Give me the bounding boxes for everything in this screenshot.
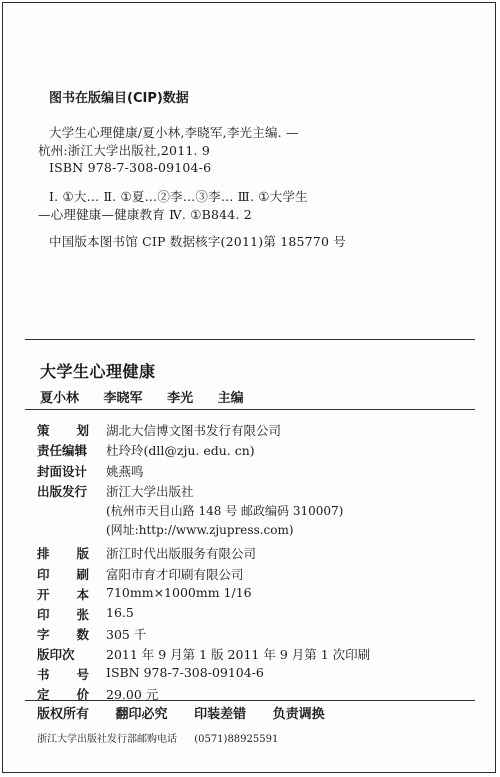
detail-value: 305 千 xyxy=(106,627,147,642)
contact-label: 浙江大学出版社发行部邮购电话 xyxy=(37,734,177,745)
detail-value: 富阳市育才印刷有限公司 xyxy=(106,567,244,582)
cip-line: 杭州:浙江大学出版社,2011. 9 xyxy=(38,143,210,158)
detail-value: ISBN 978-7-308-09104-6 xyxy=(106,665,264,680)
detail-label: 开 本 xyxy=(37,587,89,602)
book-title: 大学生心理健康 xyxy=(40,362,156,381)
detail-value: 710mm×1000mm 1/16 xyxy=(106,585,252,600)
cip-heading: 图书在版编目(CIP)数据 xyxy=(49,91,189,106)
notice-item: 版权所有 xyxy=(37,707,90,722)
contact-phone: (0571)88925591 xyxy=(194,734,279,745)
section-divider xyxy=(25,700,475,701)
detail-label: 出版发行 xyxy=(37,484,88,499)
author-name: 李晓军 xyxy=(103,391,143,406)
detail-label: 印 张 xyxy=(37,607,89,622)
copyright-page xyxy=(2,2,496,773)
detail-value: 浙江大学出版社 xyxy=(106,484,194,499)
cip-line: 大学生心理健康/夏小林,李晓军,李光主编. — xyxy=(49,125,299,140)
detail-value: 湖北大信博文图书发行有限公司 xyxy=(106,423,282,438)
detail-label: 字 数 xyxy=(37,627,89,642)
section-divider xyxy=(25,339,475,340)
notice-item: 负责调换 xyxy=(272,707,325,722)
detail-label: 策 划 xyxy=(37,423,89,438)
author-name: 夏小林 xyxy=(40,391,80,406)
cip-classification-line: —心理健康—健康教育 Ⅳ. ①B844. 2 xyxy=(38,207,252,222)
publisher-address: (杭州市天目山路 148 号 邮政编码 310007) xyxy=(106,504,344,518)
detail-label: 排 版 xyxy=(37,546,89,561)
notice-item: 翻印必究 xyxy=(115,707,168,722)
section-divider xyxy=(25,409,475,410)
detail-label: 责任编辑 xyxy=(37,443,88,458)
detail-label: 封面设计 xyxy=(37,464,88,479)
order-contact xyxy=(37,730,278,745)
notice-item: 印装差错 xyxy=(194,707,247,722)
author-name: 李光 xyxy=(167,391,194,406)
detail-value: 29.00 元 xyxy=(106,687,159,702)
cip-library-note: 中国版本图书馆 CIP 数据核字(2011)第 185770 号 xyxy=(49,234,346,249)
detail-value: 16.5 xyxy=(106,605,134,620)
detail-value: 姚燕鸣 xyxy=(106,464,144,479)
publisher-website: (网址:http://www.zjupress.com) xyxy=(106,523,294,537)
book-authors xyxy=(40,387,264,406)
detail-value: 杜玲玲(dll@zju. edu. cn) xyxy=(106,443,255,458)
detail-value: 浙江时代出版服务有限公司 xyxy=(106,546,257,561)
editor-role: 主编 xyxy=(217,391,244,406)
detail-label: 印 刷 xyxy=(37,567,89,582)
cip-line: ISBN 978-7-308-09104-6 xyxy=(49,160,212,175)
detail-label: 书 号 xyxy=(37,667,89,682)
detail-label: 定 价 xyxy=(37,687,89,702)
cip-classification-line: Ⅰ. ①大… Ⅱ. ①夏…②李…③李… Ⅲ. ①大学生 xyxy=(49,189,308,204)
detail-value: 2011 年 9 月第 1 版 2011 年 9 月第 1 次印刷 xyxy=(106,647,371,662)
detail-label: 版印次 xyxy=(37,647,75,662)
copyright-notice xyxy=(37,703,347,722)
